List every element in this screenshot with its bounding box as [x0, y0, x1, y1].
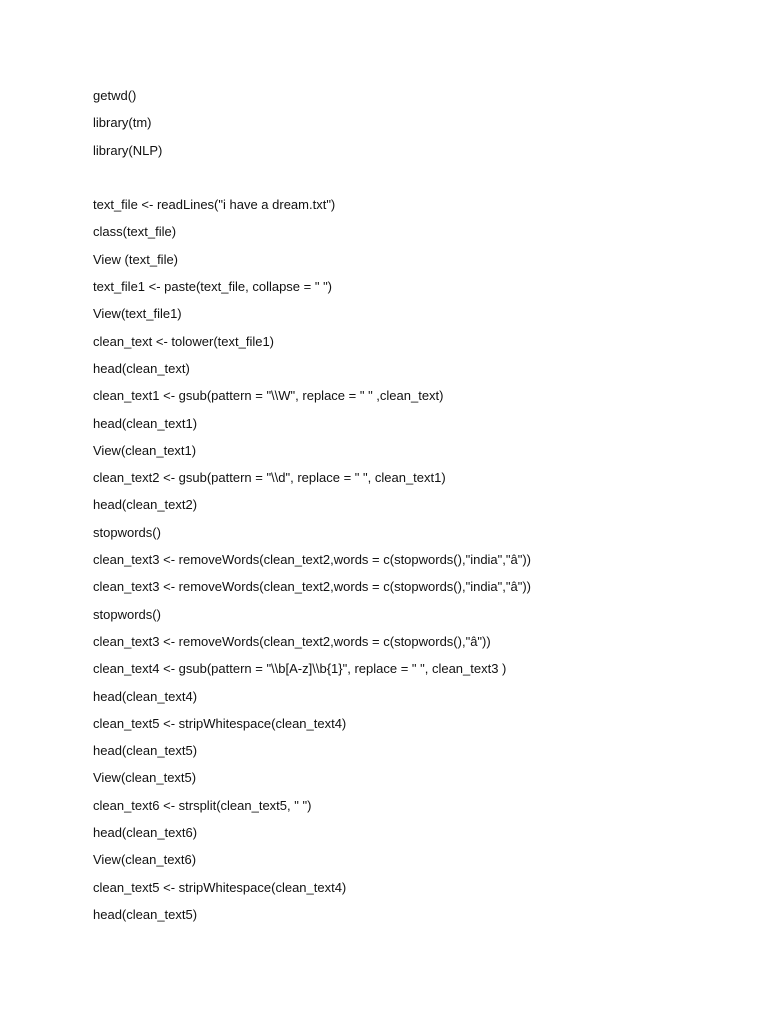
code-listing: [93, 87, 531, 933]
code-line: clean_text4 <- gsub(pattern = "\\b[A-z]\\b{1}", replace = " ", clean_text3 ): [93, 661, 507, 677]
code-line: View(clean_text6): [93, 852, 197, 868]
code-line: text_file1 <- paste(text_file, collapse = " "): [93, 279, 333, 295]
code-line: stopwords(): [93, 606, 161, 622]
code-line: clean_text1 <- gsub(pattern = "\\W", replace = " " ,clean_text): [93, 388, 444, 404]
code-line: head(clean_text1): [93, 415, 198, 431]
code-line: clean_text3 <- removeWords(clean_text2,words = c(stopwords(),"â")): [93, 633, 491, 649]
code-line: head(clean_text5): [93, 906, 198, 922]
code-line: library(tm): [93, 115, 152, 131]
code-line: View(text_file1): [93, 306, 182, 322]
code-line: head(clean_text6): [93, 825, 198, 841]
code-line: stopwords(): [93, 524, 161, 540]
code-line: clean_text3 <- removeWords(clean_text2,words = c(stopwords(),"india","â")): [93, 579, 532, 595]
code-line: View(clean_text5): [93, 770, 197, 786]
code-line: head(clean_text4): [93, 688, 198, 704]
code-line: clean_text5 <- stripWhitespace(clean_text4): [93, 879, 347, 895]
code-line: head(clean_text): [93, 360, 190, 376]
code-line: View(clean_text1): [93, 442, 197, 458]
code-line: text_file <- readLines("i have a dream.txt"): [93, 197, 336, 213]
code-line: head(clean_text5): [93, 743, 198, 759]
code-line: clean_text6 <- strsplit(clean_text5, " "): [93, 797, 312, 813]
code-line: clean_text3 <- removeWords(clean_text2,words = c(stopwords(),"india","â")): [93, 552, 532, 568]
code-line: clean_text5 <- stripWhitespace(clean_text4): [93, 715, 347, 731]
code-line: View (text_file): [93, 251, 179, 267]
code-line: clean_text <- tolower(text_file1): [93, 333, 275, 349]
code-line: head(clean_text2): [93, 497, 198, 513]
code-line: getwd(): [93, 88, 137, 103]
code-line: clean_text2 <- gsub(pattern = "\\d", replace = " ", clean_text1): [93, 470, 446, 486]
code-line: class(text_file): [93, 224, 177, 240]
code-line: library(NLP): [93, 142, 163, 158]
blank-line: [93, 169, 531, 196]
